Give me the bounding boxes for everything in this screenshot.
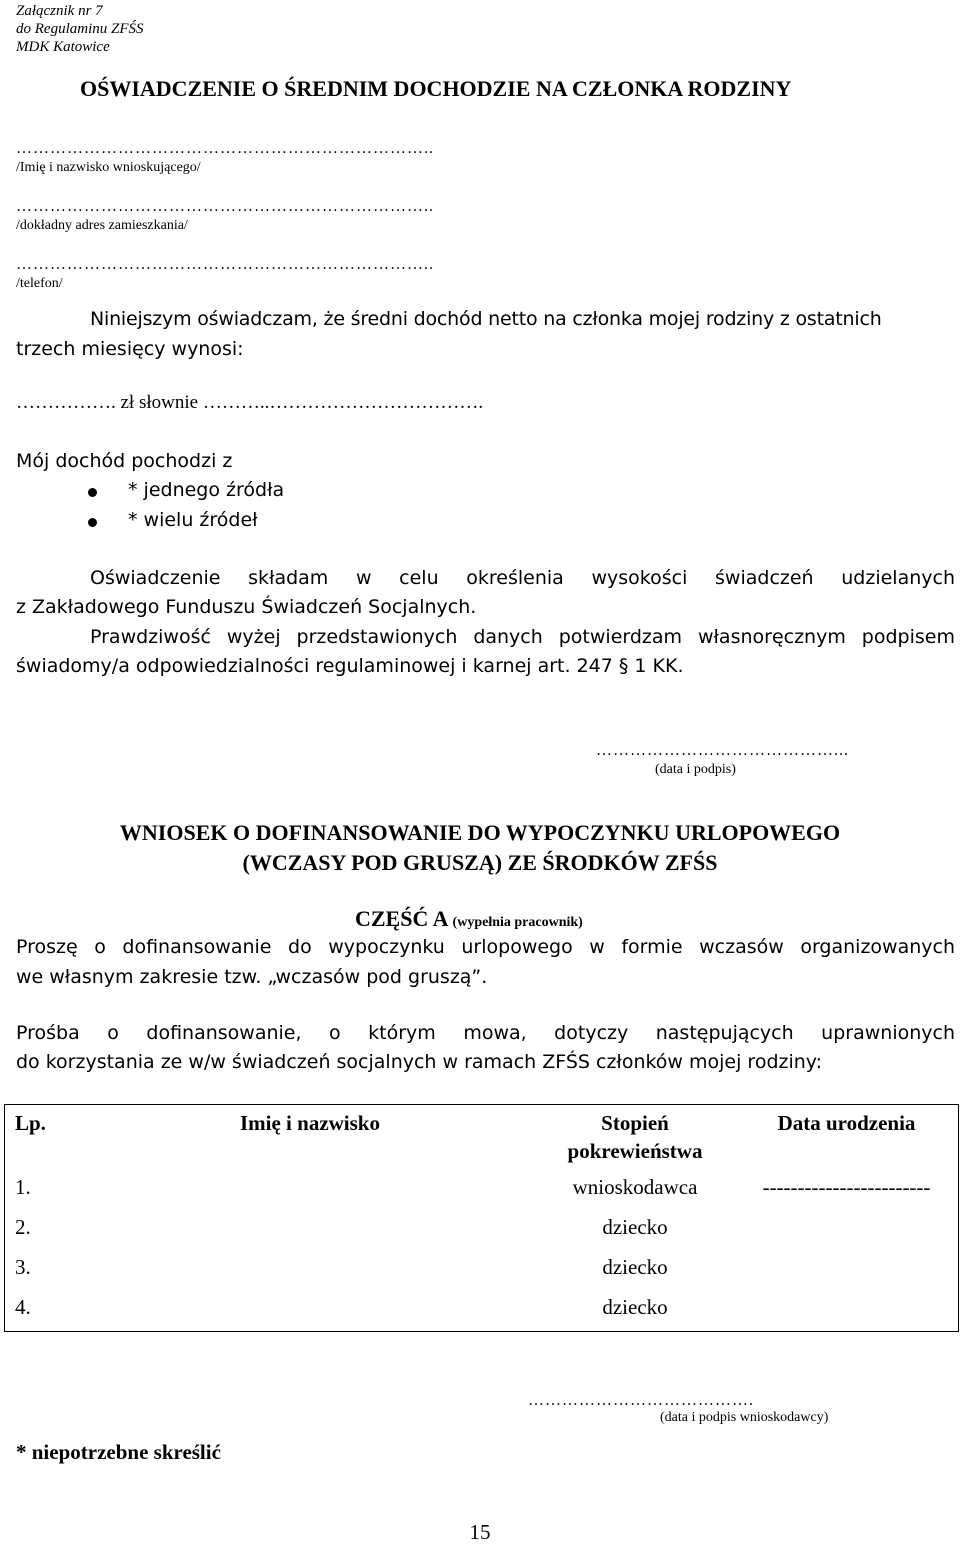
cell-name[interactable] (85, 1287, 535, 1332)
income-source-intro: Mój dochód pochodzi z (16, 450, 233, 472)
income-statement-line1: Niniejszym oświadczam, że średni dochód netto na członka mojej rodziny z ostatnich (90, 308, 882, 330)
phone-dotted-line[interactable]: ……………………………………………………………….. (16, 256, 434, 273)
cell-relationship: dziecko (602, 1295, 668, 1319)
application-title-line1: WNIOSEK O DOFINANSOWANIE DO WYPOCZYNKU URLOPOWEGO (119, 820, 841, 845)
name-dotted-line[interactable]: ……………………………………………………………….. (16, 140, 434, 157)
header-lp: Lp. (15, 1111, 46, 1135)
amount-words-dots[interactable]: ………..……………………………. (202, 392, 484, 413)
truth-statement-line2: świadomy/a odpowiedzialności regulaminowej i karnej art. 247 § 1 KK. (16, 655, 684, 677)
part-a-label: CZĘŚĆ A (355, 906, 449, 931)
cell-name[interactable] (85, 1207, 535, 1247)
regulation-reference: do Regulaminu ZFŚS (16, 21, 144, 37)
header-name: Imię i nazwisko (239, 1111, 380, 1135)
family-members-table (4, 1104, 959, 1332)
table-row (5, 1247, 959, 1287)
address-caption: /dokładny adres zamieszkania/ (16, 218, 188, 233)
amount-label: zł słownie (120, 392, 199, 413)
phone-caption: /telefon/ (16, 276, 63, 291)
part-a-note: (wypełnia pracownik) (452, 915, 583, 930)
cell-relationship: wnioskodawca (572, 1175, 698, 1199)
income-statement-line2: trzech miesięcy wynosi: (16, 338, 244, 360)
institution-name: MDK Katowice (16, 39, 110, 55)
purpose-line1: Oświadczenie składam w celu określenia wysokości świadczeń udzielanych (90, 567, 955, 589)
signature-caption: (data i podpis) (655, 762, 736, 777)
cell-name[interactable] (85, 1247, 535, 1287)
cell-birth-date: ------------------------ (762, 1175, 931, 1199)
amount-line (16, 392, 483, 414)
source-option-single[interactable]: * jednego źródła (128, 479, 285, 501)
applicant-signature-dotted-line[interactable]: …………………………………. (528, 1392, 754, 1409)
applicant-signature-caption: (data i podpis wnioskodawcy) (660, 1410, 829, 1425)
truth-statement-line1: Prawdziwość wyżej przedstawionych danych potwierdzam własnoręcznym podpisem (90, 626, 955, 648)
request-line2: we własnym zakresie tzw. „wczasów pod gruszą”. (16, 966, 488, 988)
purpose-line2: z Zakładowego Funduszu Świadczeń Socjalnych. (16, 596, 477, 618)
cell-name[interactable] (85, 1167, 535, 1207)
application-title-line2: (WCZASY POD GRUSZĄ) ZE ŚRODKÓW ZFŚS (242, 850, 718, 875)
page-number: 15 (469, 1520, 491, 1544)
members-intro-line2: do korzystania ze w/w świadczeń socjalnych w ramach ZFŚS członków mojej rodziny: (16, 1051, 823, 1073)
footnote: * niepotrzebne skreślić (16, 1440, 221, 1464)
cell-lp: 1. (15, 1175, 31, 1199)
request-line1: Proszę o dofinansowanie do wypoczynku urlopowego w formie wczasów organizowanych (16, 936, 955, 958)
address-dotted-line[interactable]: ……………………………………………………………….. (16, 198, 434, 215)
amount-dots[interactable]: ……………. (16, 392, 116, 413)
table-header-row (5, 1105, 959, 1168)
cell-lp: 3. (15, 1255, 31, 1279)
table-row (5, 1287, 959, 1332)
declaration-title: OŚWIADCZENIE O ŚREDNIM DOCHODZIE NA CZŁONKA RODZINY (80, 76, 792, 101)
cell-birth-date[interactable] (735, 1287, 959, 1332)
attachment-number: Załącznik nr 7 (16, 3, 103, 19)
table-row (5, 1207, 959, 1247)
name-caption: /Imię i nazwisko wnioskującego/ (16, 160, 201, 175)
cell-relationship: dziecko (602, 1255, 668, 1279)
header-relationship: Stopień pokrewieństwa (567, 1111, 703, 1163)
cell-birth-date[interactable] (735, 1247, 959, 1287)
cell-lp: 2. (15, 1215, 31, 1239)
part-a-heading (355, 906, 583, 932)
signature-dotted-line[interactable]: ……………………………………... (596, 742, 849, 759)
cell-relationship: dziecko (602, 1215, 668, 1239)
bullet-icon (88, 488, 97, 497)
bullet-icon (88, 518, 97, 527)
cell-lp: 4. (15, 1295, 31, 1319)
table-row (5, 1167, 959, 1207)
source-option-multiple[interactable]: * wielu źródeł (128, 509, 258, 531)
members-intro-line1: Prośba o dofinansowanie, o którym mowa, dotyczy następujących uprawnionych (16, 1022, 955, 1044)
cell-birth-date[interactable] (735, 1207, 959, 1247)
header-birth-date: Data urodzenia (777, 1111, 916, 1135)
